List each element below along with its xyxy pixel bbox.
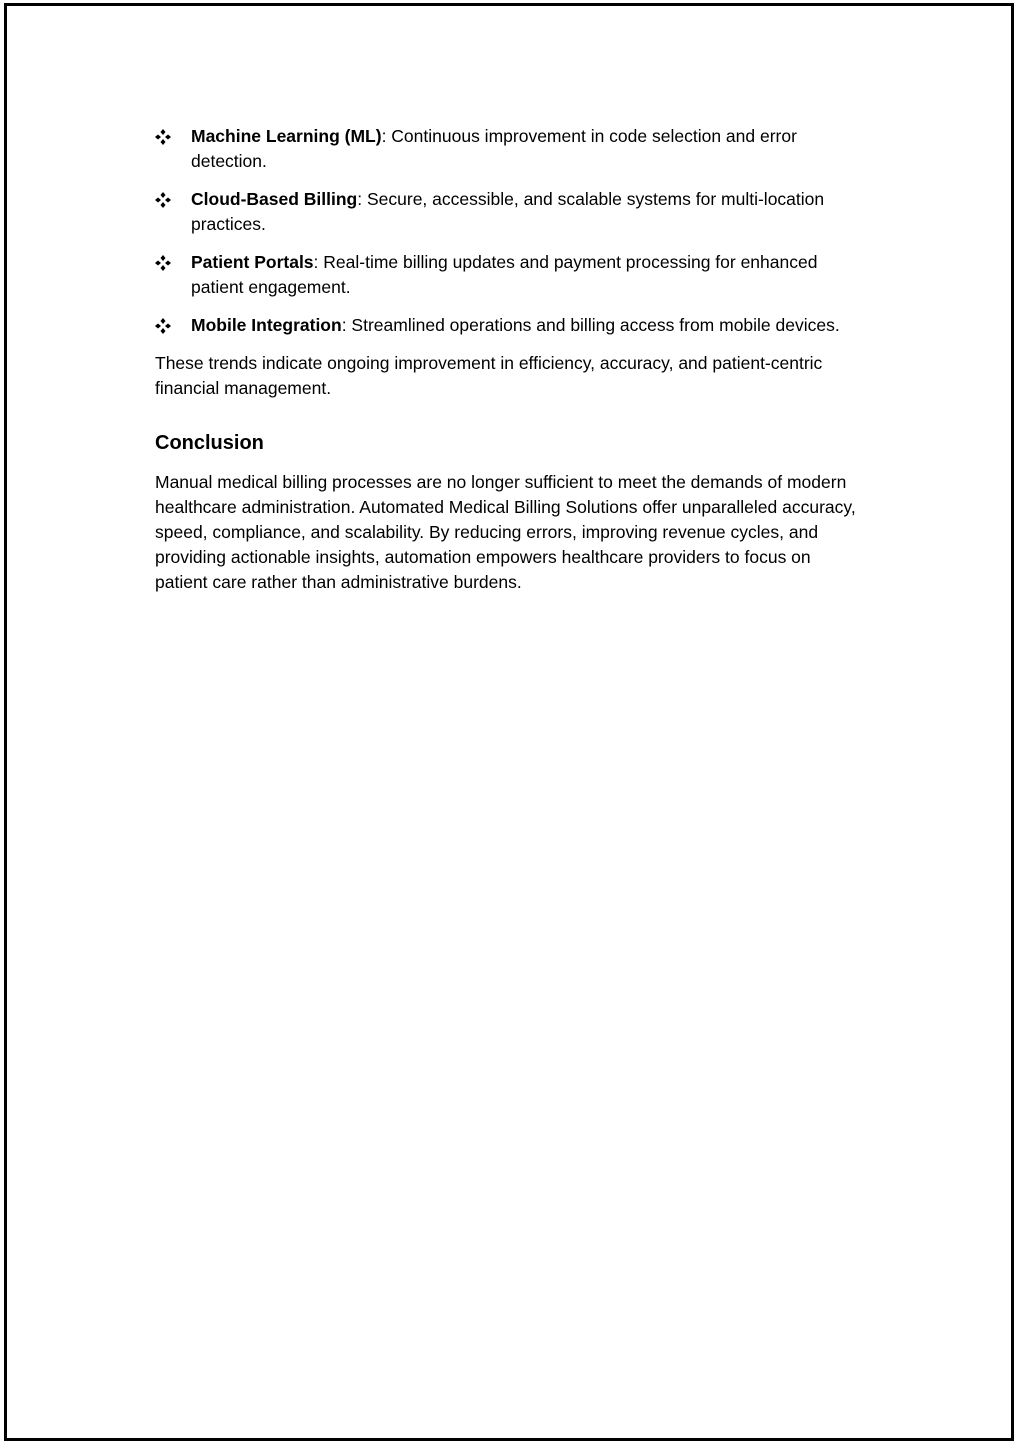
conclusion-heading: Conclusion: [155, 432, 264, 454]
document-body: [155, 124, 867, 595]
list-item: [155, 313, 867, 338]
list-item-title: Cloud-Based Billing: [191, 189, 358, 209]
trends-paragraph: These trends indicate ongoing improvement in efficiency, accuracy, and patient-centric financial management.: [155, 353, 823, 398]
diamond-bullet-icon: [155, 255, 171, 271]
list-item-text: : Continuous improvement in code selection and error detection.: [191, 126, 797, 171]
list-item-title: Patient Portals: [191, 252, 314, 272]
list-item-text: : Secure, accessible, and scalable systems for multi-location practices.: [191, 189, 825, 234]
diamond-bullet-icon: [155, 129, 171, 145]
list-item-text: : Real-time billing updates and payment processing for enhanced patient engagement.: [191, 252, 818, 297]
diamond-bullet-icon: [155, 318, 171, 334]
list-item: [155, 250, 867, 300]
list-item-title: Mobile Integration: [191, 315, 342, 335]
list-item: [155, 124, 867, 174]
list-item-text: : Streamlined operations and billing access from mobile devices.: [341, 315, 840, 335]
list-item-title: Machine Learning (ML): [191, 126, 382, 146]
conclusion-paragraph: Manual medical billing processes are no longer sufficient to meet the demands of modern healthcare administration. Automated Medical Billing Solutions offer unparalleled accuracy, speed, compliance, and scalability. By reducing errors, improving revenue cycles, and providing actionable insights, automation empowers healthcare providers to focus on patient care rather than administrative burdens.: [155, 472, 856, 592]
diamond-bullet-icon: [155, 192, 171, 208]
list-item: [155, 187, 867, 237]
